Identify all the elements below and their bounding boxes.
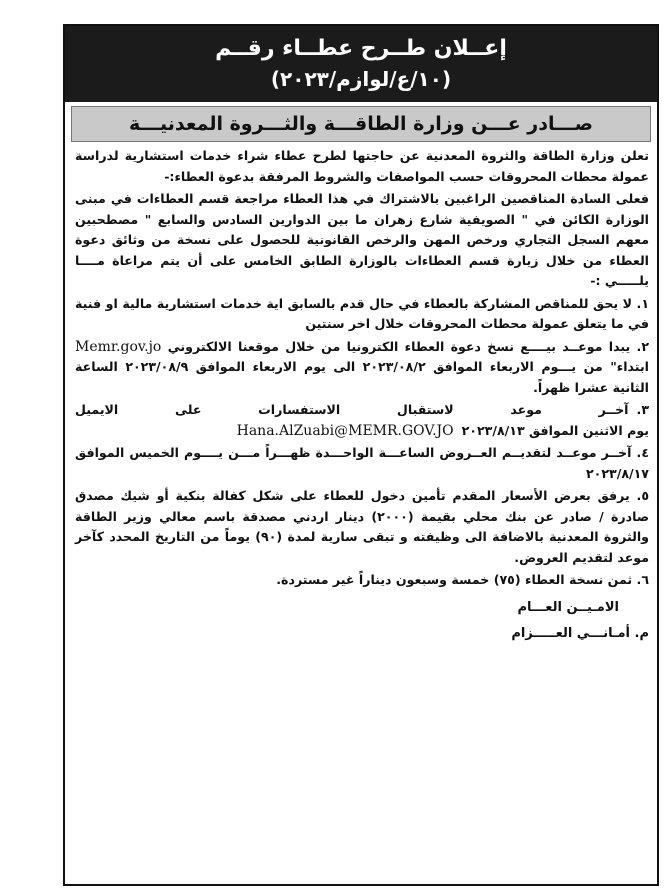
clause-3-line xyxy=(75,400,649,421)
announcement-body xyxy=(75,146,649,647)
signatory-title: الامـيــن العـــام xyxy=(517,599,619,615)
ministry-website: Memr.gov.jo xyxy=(75,338,162,355)
clause-2 xyxy=(75,337,649,399)
announcement-title: إعــلان طــرح عطــاء رقــم xyxy=(215,36,507,61)
clause-2-dates: ابتداء" من يـــوم الاربعاء الموافق ٢٠٢٣/٠٨/٢ الى يوم الاربعاء الموافق ٢٠٢٣/٠٨/٩ الساعة الثانية عشرا ظهراً. xyxy=(75,359,649,395)
issuing-ministry: صـــادر عـــن وزارة الطاقـــة والثـــروة المعدنيـــة xyxy=(71,106,651,142)
intro-paragraph: تعلن وزارة الطاقة والثروة المعدنية عن حاجتها لطرح عطاء شراء خدمات استشارية لدراسة عمولة محطات المحروقات حسب المواصفات والشروط المرفقة بدعوة العطاء:- xyxy=(75,148,649,184)
signature-block xyxy=(75,595,649,647)
clause-2-text: ٢. يبدا موعــد بيــــع نسخ دعوة العطاء الكترونيا من خلال موقعنا الالكتروني xyxy=(167,338,649,354)
clause-1: ١. لا يحق للمناقص المشاركة بالعطاء في حال قدم بالسابق اية خدمات استشارية مالية او فنية في ما يتعلق عمولة محطات المحروقات خلال اخر سنتين xyxy=(75,295,649,331)
clause-3-text: آخــر موعد لاستقبال الاستفسارات على الايميل xyxy=(75,402,629,417)
clause-3-contact xyxy=(75,421,649,442)
clause-3-date: يوم الاثنين الموافق ٢٠٢٣/٨/١٣ xyxy=(461,422,649,438)
announcement-header xyxy=(65,26,657,102)
contact-email: Hana.AlZuabi@MEMR.GOV.JO xyxy=(236,422,454,439)
clause-3-number: ٣. xyxy=(636,402,649,417)
invitation-paragraph: فعلى السادة المناقصين الراغبين بالاشتراك في هذا العطاء مراجعة قسم العطاءات في مبنى الوزارة الكائن في " الصويفية شارع زهران ما بين الدوارين السادس والسابع " مصطحبين معهم السجل التجاري ورخص المهن والرخص القانونية للحصول على نسخة من وثائق دعوة العطاء من خلال زيارة قسم العطاءات بالوزارة الطابق الخامس على أن يتم مراعاة مــــا يلـــــي :- xyxy=(75,191,649,288)
tender-announcement xyxy=(63,24,659,886)
signatory-name: م. أمـانـــي العـــــزام xyxy=(511,625,649,641)
clause-3 xyxy=(75,400,649,441)
clause-6: ٦. ثمن نسخة العطاء (٧٥) خمسة وسبعون ديناراً غير مستردة. xyxy=(276,572,649,587)
clause-5: ٥. يرفق بعرض الأسعار المقدم تأمين دخول للعطاء على شكل كفالة بنكية أو شيك مصدق صادرة / صادر عن بنك محلي بقيمة (٢٠٠٠) دينار اردني مصدقة باسم معالي وزير الطاقة والثروة المعدنية بالاضافة الى وظيفته و تبقى سارية لمدة (٩٠) يوماً من التاريخ المحدد كآخر موعد لتقديم العروض. xyxy=(75,488,649,565)
clause-4: ٤. آخــر موعــد لتقديــم العــروض الساعـــة الواحـــدة ظهـــراً مـــن يــــوم الخميس الموافق ٢٠٢٣/٨/١٧ xyxy=(75,445,649,481)
tender-reference-number: (١٠/ع/لوازم/٢٠٢٣) xyxy=(270,67,452,91)
